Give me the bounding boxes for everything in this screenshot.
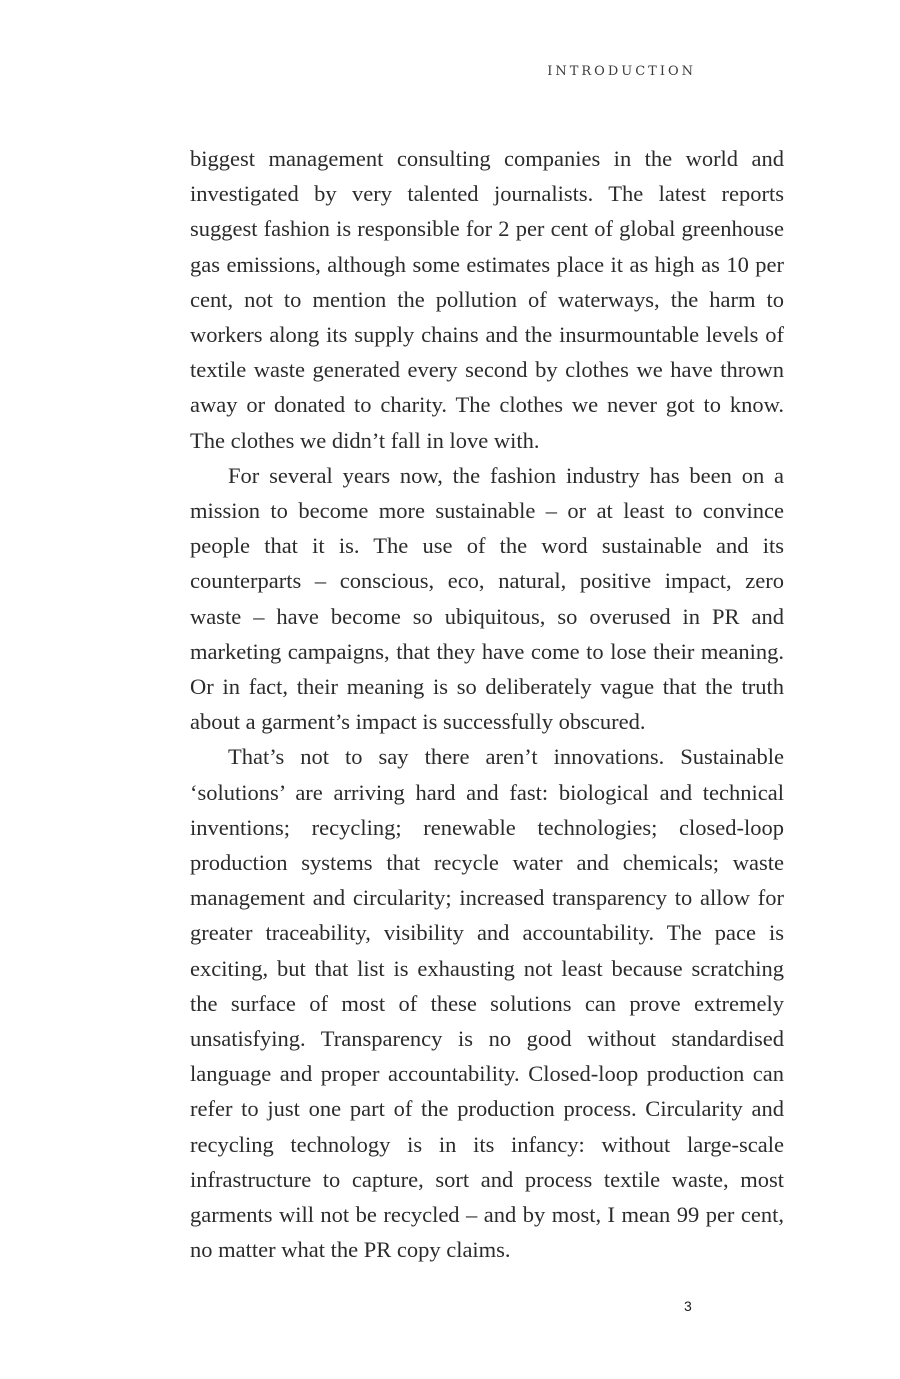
running-head: INTRODUCTION xyxy=(547,64,696,79)
paragraph-1: biggest management consulting companies in the world and investigated by very talented journalists. The latest reports suggest fashion is responsible for 2 per cent of global greenhouse gas emissions, although some estimates place it as high as 10 per cent, not to mention the pollution of waterways, the harm to workers along its supply chains and the insurmountable levels of textile waste generated every second by clothes we have thrown away or donated to charity. The clothes we never got to know. The clothes we didn’t fall in love with. xyxy=(190,146,784,453)
body-text xyxy=(190,141,784,1268)
page-number: 3 xyxy=(684,1298,692,1314)
paragraph-2: For several years now, the fashion industry has been on a mission to become more sustainable – or at least to convince people that it is. The use of the word sustainable and its counterparts – conscious, eco, natural, positive impact, zero waste – have become so ubiquitous, so overused in PR and marketing campaigns, that they have come to lose their meaning. Or in fact, their meaning is so deliberately vague that the truth about a garment’s impact is successfully obscured. xyxy=(190,462,784,735)
paragraph-3: That’s not to say there aren’t innovations. Sustainable ‘solutions’ are arriving hard and fast: biological and technical inventions; recycling; renewable technologies; closed-loop production systems that recycle water and chemicals; waste management and circularity; increased transparency to allow for greater traceability, visibility and accountability. The pace is exciting, but that list is exhausting not least because scratching the surface of most of these solutions can prove extremely unsatisfying. Transparency is no good without standardised language and proper accountability. Closed-loop production can refer to just one part of the production process. Circularity and recycling technology is in its infancy: without large-scale infrastructure to capture, sort and process textile waste, most garments will not be recycled – and by most, I mean 99 per cent, no matter what the PR copy claims. xyxy=(190,744,784,1263)
